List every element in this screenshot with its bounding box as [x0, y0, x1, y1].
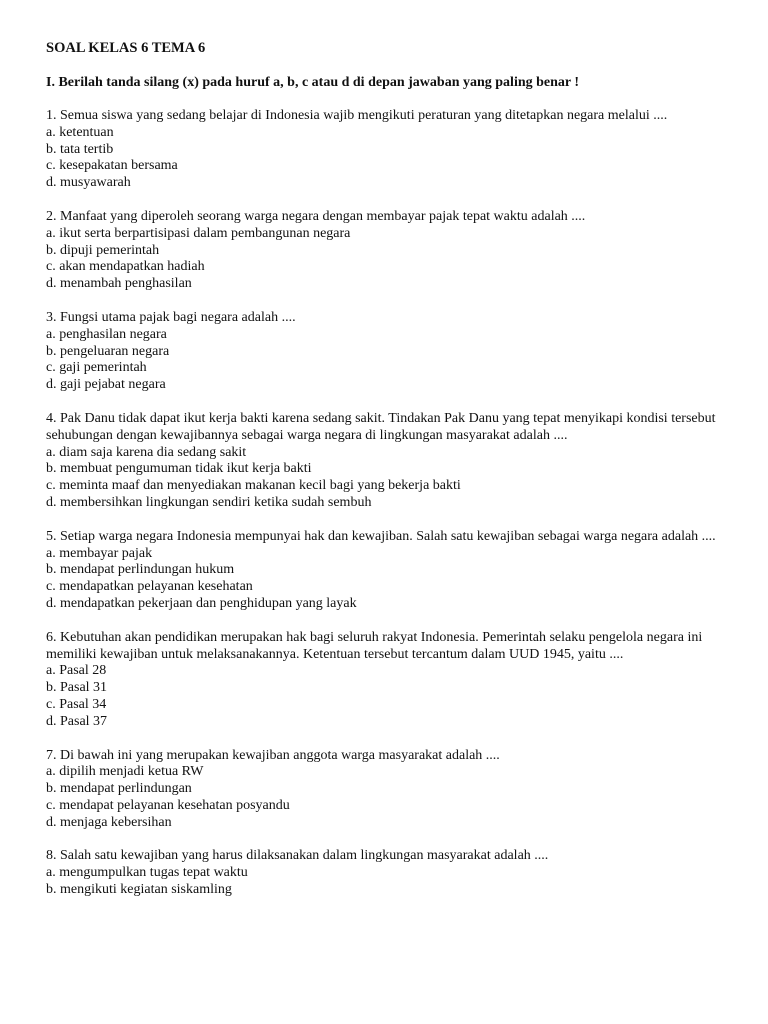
- answer-option-b: b. membuat pengumuman tidak ikut kerja bakti: [46, 461, 312, 477]
- answer-option-c: c. mendapatkan pelayanan kesehatan: [46, 579, 253, 595]
- answer-option-c: c. kesepakatan bersama: [46, 158, 178, 174]
- answer-option-b: b. Pasal 31: [46, 680, 108, 696]
- question-stem: 6. Kebutuhan akan pendidikan merupakan hak bagi seluruh rakyat Indonesia. Pemerintah selaku pengelola negara ini memiliki kewajiban untuk melaksanakannya. Ketentuan tersebut tercantum dalam UUD 1945, yaitu ....: [46, 629, 703, 662]
- question-5: [46, 529, 722, 613]
- question-stem: 1. Semua siswa yang sedang belajar di Indonesia wajib mengikuti peraturan yang ditetapkan negara melalui ....: [46, 108, 668, 123]
- answer-option-b: b. tata tertib: [46, 141, 114, 157]
- answer-option-d: d. menambah penghasilan: [46, 276, 192, 292]
- answer-option-a: a. ketentuan: [46, 124, 114, 140]
- question-stem: 5. Setiap warga negara Indonesia mempunyai hak dan kewajiban. Salah satu kewajiban sebagai warga negara adalah ....: [46, 528, 716, 544]
- question-8: [46, 848, 722, 898]
- question-stem: 7. Di bawah ini yang merupakan kewajiban anggota warga masyarakat adalah ....: [46, 747, 500, 763]
- answer-option-a: a. membayar pajak: [46, 545, 153, 561]
- answer-option-c: c. mendapat pelayanan kesehatan posyandu: [46, 797, 290, 813]
- answer-option-c: c. Pasal 34: [46, 696, 107, 712]
- answer-option-d: d. gaji pejabat negara: [46, 377, 166, 393]
- question-4: [46, 411, 722, 512]
- document-title: SOAL KELAS 6 TEMA 6: [46, 40, 206, 56]
- answer-option-d: d. membersihkan lingkungan sendiri ketika sudah sembuh: [46, 494, 372, 510]
- answer-option-a: a. penghasilan negara: [46, 326, 167, 342]
- answer-option-c: c. gaji pemerintah: [46, 360, 147, 376]
- answer-option-b: b. mendapat perlindungan hukum: [46, 562, 235, 578]
- answer-option-a: a. Pasal 28: [46, 663, 107, 679]
- question-1: [46, 108, 722, 192]
- answer-option-d: d. musyawarah: [46, 175, 131, 191]
- question-stem: 4. Pak Danu tidak dapat ikut kerja bakti karena sedang sakit. Tindakan Pak Danu yang tepat menyikapi kondisi tersebut sehubungan dengan kewajibannya sebagai warga negara di lingkungan masyarakat adalah ....: [46, 410, 716, 443]
- question-7: [46, 748, 722, 832]
- question-stem: 8. Salah satu kewajiban yang harus dilaksanakan dalam lingkungan masyarakat adalah ....: [46, 848, 549, 864]
- answer-option-c: c. akan mendapatkan hadiah: [46, 259, 205, 275]
- answer-option-d: d. menjaga kebersihan: [46, 814, 172, 830]
- instruction-text: I. Berilah tanda silang (x) pada huruf a, b, c atau d di depan jawaban yang paling benar !: [46, 75, 580, 90]
- answer-option-c: c. meminta maaf dan menyediakan makanan kecil bagi yang bekerja bakti: [46, 478, 461, 494]
- answer-option-a: a. ikut serta berpartisipasi dalam pembangunan negara: [46, 225, 351, 241]
- question-stem: 2. Manfaat yang diperoleh seorang warga negara dengan membayar pajak tepat waktu adalah ....: [46, 208, 586, 224]
- answer-option-d: d. Pasal 37: [46, 713, 108, 729]
- answer-option-a: a. mengumpulkan tugas tepat waktu: [46, 865, 248, 881]
- answer-option-a: a. diam saja karena dia sedang sakit: [46, 444, 247, 460]
- question-stem: 3. Fungsi utama pajak bagi negara adalah ....: [46, 309, 296, 325]
- answer-option-b: b. dipuji pemerintah: [46, 242, 160, 258]
- question-2: [46, 209, 722, 293]
- answer-option-b: b. pengeluaran negara: [46, 343, 170, 359]
- question-3: [46, 310, 722, 394]
- question-6: [46, 630, 722, 731]
- answer-option-d: d. mendapatkan pekerjaan dan penghidupan yang layak: [46, 595, 357, 611]
- answer-option-b: b. mendapat perlindungan: [46, 781, 192, 797]
- answer-option-b: b. mengikuti kegiatan siskamling: [46, 882, 232, 898]
- answer-option-a: a. dipilih menjadi ketua RW: [46, 764, 204, 780]
